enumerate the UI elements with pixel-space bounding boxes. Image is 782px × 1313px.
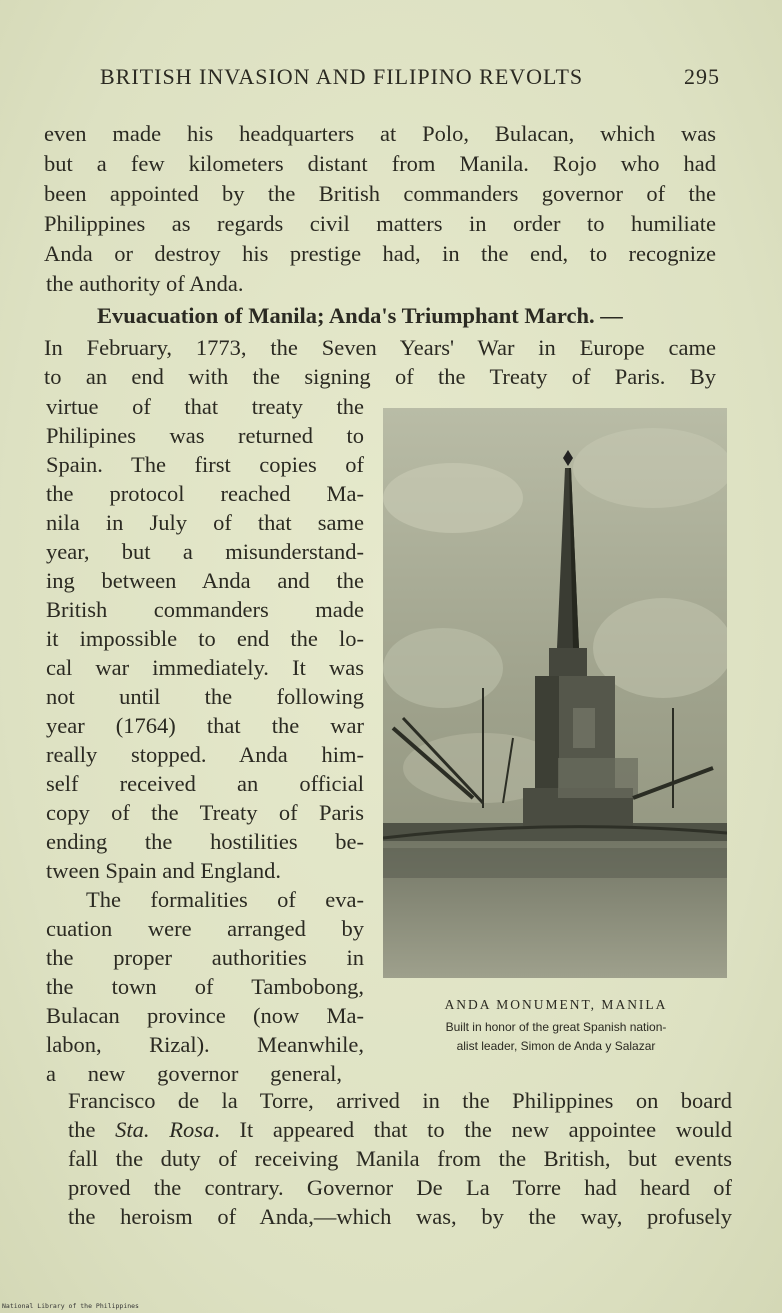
text-line: The formalities of eva- [86,887,364,912]
library-watermark: National Library of the Philippines [2,1302,139,1310]
text-line: even made his headquarters at Polo, Bulacan, which was [44,121,716,146]
text-run: . It appeared that to the new appointee would [214,1117,732,1142]
text-run: the [68,1117,116,1142]
section-heading: Evuacuation of Manila; Anda's Triumphant March. — [97,303,623,328]
text-line: been appointed by the British commanders governor of the [44,181,716,206]
text-line: the proper authorities in [46,945,364,970]
text-line: the authority of Anda. [46,271,244,296]
text-line: the heroism of Anda,—which was, by the way, profusely [68,1204,732,1229]
text-line: a new governor general, [46,1061,342,1086]
text-line: cal war immediately. It was [46,655,364,680]
text-line: copy of the Treaty of Paris [46,800,364,825]
text-line: labon, Rizal). Meanwhile, [46,1032,364,1057]
text-line: fall the duty of receiving Manila from the British, but events [68,1146,732,1171]
figure-caption-line: Built in honor of the great Spanish nation- [445,1020,667,1034]
text-line: cuation were arranged by [46,916,364,941]
text-line: Anda or destroy his prestige had, in the end, to recognize [44,241,716,266]
text-line: tween Spain and England. [46,858,281,883]
figure-caption-line: alist leader, Simon de Anda y Salazar [456,1039,656,1053]
running-head-title: BRITISH INVASION AND FILIPINO REVOLTS [100,64,584,89]
figure-caption-title: ANDA MONUMENT, MANILA [444,997,668,1012]
text-line: but a few kilometers distant from Manila. Rojo who had [44,151,716,176]
text-line: really stopped. Anda him- [46,742,364,767]
text-line: year (1764) that the war [46,713,364,738]
anda-monument-photo [383,408,727,978]
text-line: ing between Anda and the [46,568,364,593]
text-line [68,1119,732,1142]
running-head [100,64,720,90]
text-line: proved the contrary. Governor De La Torre had heard of [68,1175,732,1200]
text-line: In February, 1773, the Seven Years' War in Europe came [44,335,716,360]
text-line: Francisco de la Torre, arrived in the Philippines on board [68,1088,732,1113]
text-line: it impossible to end the lo- [46,626,364,651]
text-line: ending the hostilities be- [46,829,364,854]
text-line: the protocol reached Ma- [46,481,364,506]
text-line: not until the following [46,684,364,709]
figure-caption [380,1018,732,1056]
page-number: 295 [684,64,720,89]
text-line: Bulacan province (now Ma- [46,1003,364,1028]
text-line: Spain. The first copies of [46,452,364,477]
text-line: Philipines was returned to [46,423,364,448]
text-line: the town of Tambobong, [46,974,364,999]
text-line: self received an official [46,771,364,796]
text-line: year, but a misunderstand- [46,539,364,564]
text-line: nila in July of that same [46,510,364,535]
text-line: Philippines as regards civil matters in order to humiliate [44,211,716,236]
ship-name: Sta. Rosa [115,1117,215,1142]
text-line: virtue of that treaty the [46,394,364,419]
text-line: British commanders made [46,597,364,622]
text-line: to an end with the signing of the Treaty of Paris. By [44,364,716,389]
